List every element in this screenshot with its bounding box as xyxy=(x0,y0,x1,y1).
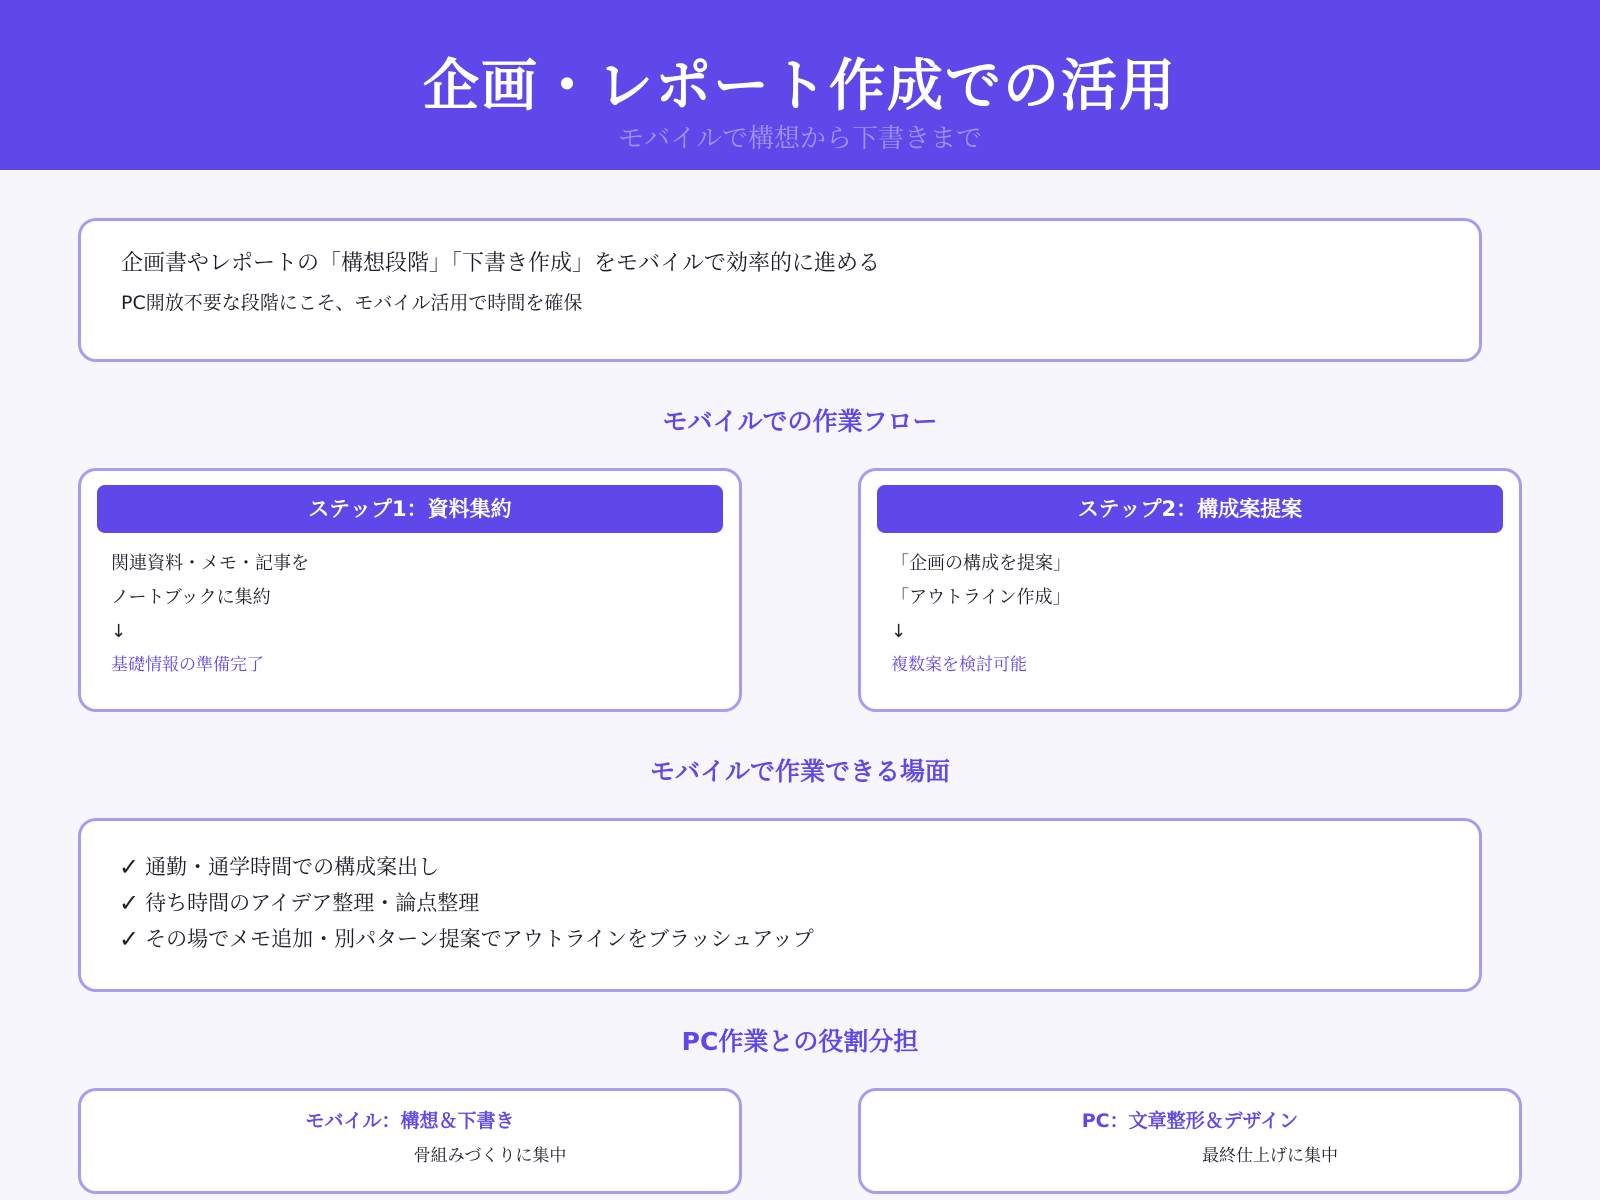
step-heading: ステップ2：構成案提案 xyxy=(877,485,1503,533)
step-result: 複数案を検討可能 xyxy=(891,655,1027,675)
check-icon: ✓ xyxy=(119,925,140,953)
list-item-text: その場でメモ追加・別パターン提案でアウトラインをブラッシュアップ xyxy=(145,927,814,951)
list-item xyxy=(119,885,1441,921)
intro-card xyxy=(78,218,1482,362)
list-item xyxy=(119,921,1441,957)
step-card-2 xyxy=(858,468,1522,712)
role-title: PC：文章整形＆デザイン xyxy=(1081,1110,1299,1132)
list-item xyxy=(119,849,1441,885)
step-card-1 xyxy=(78,468,742,712)
page-subtitle: モバイルで構想から下書きまで xyxy=(617,124,982,154)
role-description: 骨組みづくりに集中 xyxy=(413,1146,567,1166)
step-text-line: 関連資料・メモ・記事を xyxy=(111,553,309,574)
page-title: 企画・レポート作成での活用 xyxy=(423,54,1177,119)
step-text-line: 「企画の構成を提案」 xyxy=(891,553,1071,574)
step-text-line: ノートブックに集約 xyxy=(111,587,271,608)
flow-section-title: モバイルでの作業フロー xyxy=(662,407,938,436)
check-icon: ✓ xyxy=(119,889,140,917)
step-heading: ステップ1：資料集約 xyxy=(97,485,723,533)
step-text-line: 「アウトライン作成」 xyxy=(891,587,1071,608)
check-icon: ✓ xyxy=(119,853,140,881)
role-card-mobile xyxy=(78,1088,742,1194)
scenes-section-title: モバイルで作業できる場面 xyxy=(649,757,950,786)
step-body xyxy=(97,533,723,681)
list-item-text: 通勤・通学時間での構成案出し xyxy=(145,855,440,879)
page-header xyxy=(0,0,1600,170)
step-body xyxy=(877,533,1503,681)
role-description: 最終仕上げに集中 xyxy=(1202,1146,1338,1166)
list-item-text: 待ち時間のアイデア整理・論点整理 xyxy=(145,891,480,915)
scenes-card xyxy=(78,818,1482,992)
role-title: モバイル：構想＆下書き xyxy=(305,1110,515,1132)
down-arrow-icon: ↓ xyxy=(891,621,907,642)
step-result: 基礎情報の準備完了 xyxy=(111,655,264,675)
intro-sub-text: PC開放不要な段階にこそ、モバイル活用で時間を確保 xyxy=(121,292,583,314)
intro-main-text: 企画書やレポートの「構想段階」「下書き作成」をモバイルで効率的に進める xyxy=(121,251,881,276)
roles-section-title: PC作業との役割分担 xyxy=(681,1027,919,1056)
role-card-pc xyxy=(858,1088,1522,1194)
down-arrow-icon: ↓ xyxy=(111,621,127,642)
